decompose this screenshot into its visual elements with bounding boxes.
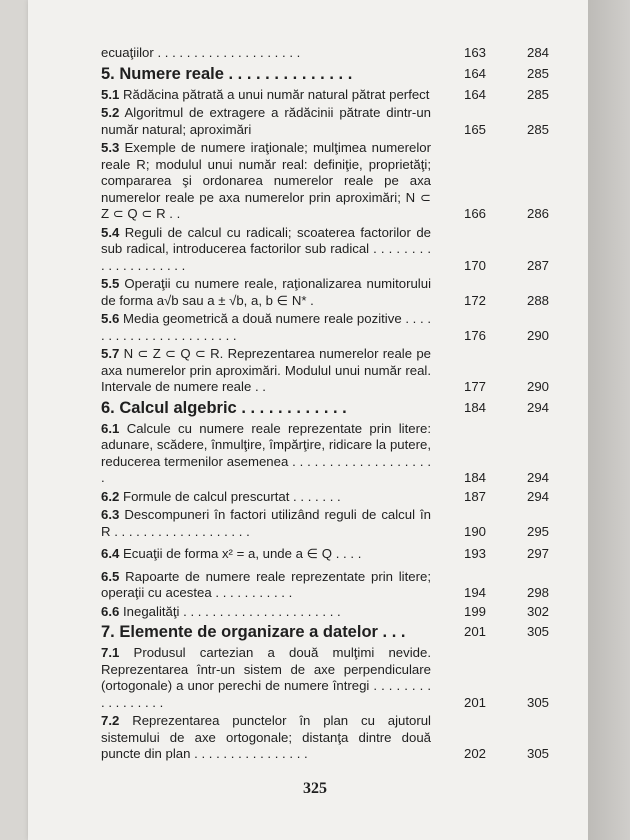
entry-title: Exemple de numere iraţionale; mulţimea numerelor reale R; modulul unui număr real: definiţie, proprietăţi; compararea şi ordonarea numerelor reale pe axa numerelor reale pe axa numerelor prin aproximări; N ⊂ Z ⊂ Q ⊂ R . . (101, 140, 431, 221)
entry-text (101, 604, 431, 621)
entry-title: Rădăcina pătrată a unui număr natural pătrat perfect (123, 86, 430, 102)
page-ref-answers: 298 (526, 585, 549, 600)
toc-entry (101, 569, 556, 602)
entry-text (101, 87, 431, 104)
entry-number: 6.1 (101, 420, 120, 436)
entry-title: Reprezentarea punctelor în plan cu ajutorul sistemului de axe ortogonale; distanţa dintre două puncte din plan . . . . . . . . . . . . . . . . (101, 713, 431, 761)
page-ref-answers: 288 (526, 292, 549, 308)
entry-number: 7. (101, 623, 115, 641)
entry-text (101, 622, 431, 642)
entry-title: Elemente de organizare a datelor . . . (119, 623, 406, 641)
entry-text (101, 346, 431, 396)
page-ref-lesson: 201 (463, 694, 486, 710)
page-ref-answers: 294 (526, 470, 549, 485)
entry-number: 5.2 (101, 105, 120, 120)
entry-title: Ecuaţii de forma x² = a, unde a ∈ Q . . . . (123, 546, 362, 561)
toc-entry (101, 276, 556, 309)
entry-number: 6.6 (101, 603, 120, 619)
entry-title: Formule de calcul prescurtat . . . . . . . (123, 488, 341, 504)
page-ref-answers: 305 (526, 746, 549, 761)
page-ref-lesson: 184 (463, 399, 486, 415)
page-ref-answers: 294 (526, 488, 549, 504)
toc-entry (101, 604, 556, 621)
toc-entry (101, 87, 556, 104)
entry-text (101, 507, 431, 540)
page-ref-answers: 305 (526, 694, 549, 710)
entry-number: 5.3 (101, 140, 120, 155)
entry-title: N ⊂ Z ⊂ Q ⊂ R. Reprezentarea numerelor reale pe axa numerelor prin aproximări. Modulul unui număr real. Intervale de numere reale . . (101, 346, 431, 394)
page-number: 325 (303, 780, 327, 797)
page-ref-answers: 305 (526, 624, 549, 639)
toc-entry (101, 225, 556, 275)
entry-title: Calcul algebric . . . . . . . . . . . . (119, 398, 347, 417)
entry-text (101, 421, 431, 487)
page-ref-answers: 285 (526, 65, 549, 81)
page-ref-lesson: 166 (463, 206, 486, 221)
entry-text (101, 645, 431, 711)
entry-text (101, 489, 431, 506)
entry-title: Rapoarte de numere reale reprezentate prin litere; operaţii cu acestea . . . . . . . . . . . (101, 568, 431, 600)
entry-text (101, 45, 431, 62)
entry-title: Descompuneri în factori utilizând reguli de calcul în R . . . . . . . . . . . . . . . . . . . (101, 507, 431, 539)
entry-title: Media geometrică a două numere reale pozitive . . . . . . . . . . . . . . . . . . . . . . . (101, 311, 432, 343)
page-ref-answers: 294 (526, 399, 549, 415)
toc-entry (101, 489, 556, 506)
page-ref-answers: 284 (526, 45, 549, 60)
chapter-entry (101, 64, 556, 84)
page-ref-lesson: 184 (463, 470, 486, 485)
entry-number: 5.1 (101, 86, 120, 102)
table-of-contents (101, 45, 556, 765)
toc-entry (101, 546, 556, 563)
entry-number: 6.2 (101, 488, 120, 504)
toc-entry (101, 45, 556, 62)
entry-text (101, 713, 431, 763)
toc-entry (101, 421, 556, 487)
entry-text (101, 140, 431, 223)
toc-entry (101, 645, 556, 711)
toc-entry (101, 311, 556, 344)
chapter-entry (101, 398, 556, 418)
entry-number: 5.7 (101, 346, 120, 361)
toc-entry (101, 713, 556, 763)
page-ref-answers: 285 (526, 86, 549, 102)
page-ref-lesson: 193 (463, 546, 486, 561)
page-ref-answers: 286 (526, 206, 549, 221)
page-ref-answers: 287 (526, 257, 549, 273)
entry-number: 6.5 (101, 568, 120, 584)
page-ref-lesson: 190 (463, 523, 486, 539)
entry-number: 5.6 (101, 311, 120, 326)
toc-entry (101, 507, 556, 540)
page-ref-answers: 290 (526, 327, 549, 343)
entry-title: ecuaţiilor . . . . . . . . . . . . . . . . . . . . (101, 45, 301, 60)
entry-text (101, 225, 431, 275)
page-ref-lesson: 164 (463, 86, 486, 102)
page-ref-lesson: 172 (463, 292, 486, 308)
entry-text (101, 569, 431, 602)
entry-text (101, 276, 431, 309)
page-ref-lesson: 165 (463, 121, 486, 137)
entry-number: 6. (101, 398, 115, 417)
page-ref-lesson: 202 (463, 746, 486, 761)
page-ref-lesson: 177 (463, 379, 486, 394)
page-ref-answers: 302 (526, 603, 549, 619)
page-ref-answers: 297 (526, 546, 549, 561)
entry-title: Produsul cartezian a două mulţimi nevide. Reprezentarea într-un sistem de axe perpendiculare (ortogonale) a unor perechi de numere întregi . . . . . . . . . . . . . . . . . (101, 645, 431, 710)
entry-number: 7.1 (101, 645, 120, 660)
entry-title: Inegalităţi . . . . . . . . . . . . . . . . . . . . . . (123, 603, 341, 619)
chapter-entry (101, 622, 556, 642)
entry-number: 6.4 (101, 546, 120, 561)
toc-entry (101, 105, 556, 138)
toc-entry (101, 140, 556, 223)
entry-number: 7.2 (101, 713, 120, 728)
page-ref-lesson: 164 (463, 65, 486, 81)
entry-number: 5. (101, 64, 115, 83)
entry-number: 5.5 (101, 276, 120, 291)
page-ref-lesson: 199 (463, 603, 486, 619)
page-ref-lesson: 170 (463, 257, 486, 273)
toc-entry (101, 346, 556, 396)
page-ref-lesson: 187 (463, 488, 486, 504)
entry-number: 6.3 (101, 507, 120, 522)
entry-text (101, 311, 431, 344)
entry-title: Numere reale . . . . . . . . . . . . . . (119, 64, 353, 83)
entry-number: 5.4 (101, 224, 120, 240)
page-ref-lesson: 163 (463, 45, 486, 60)
entry-text (101, 546, 431, 563)
entry-text (101, 64, 431, 84)
page-ref-lesson: 194 (463, 585, 486, 600)
page-ref-answers: 290 (526, 379, 549, 394)
page-ref-lesson: 176 (463, 327, 486, 343)
page-edge (588, 0, 630, 840)
entry-title: Reguli de calcul cu radicali; scoaterea factorilor de sub radical, introducerea factorilor sub radical . . . . . . . . . . . . . . . . . . . . (101, 224, 431, 273)
entry-title: Operaţii cu numere reale, raţionalizarea numitorului de forma a√b sau a ± √b, a, b ∈ N* . (101, 276, 431, 308)
page-ref-answers: 295 (526, 523, 549, 539)
page-ref-lesson: 201 (463, 624, 486, 639)
entry-text (101, 398, 431, 418)
entry-title: Algoritmul de extragere a rădăcinii pătrate dintr-un număr natural; aproximări (101, 105, 431, 137)
page-ref-answers: 285 (526, 121, 549, 137)
entry-text (101, 105, 431, 138)
entry-title: Calcule cu numere reale reprezentate prin litere: adunare, scădere, înmulţire, împărţire, ridicare la putere, reducerea termenilor asemenea . . . . . . . . . . . . . . . . . . . . (101, 420, 431, 485)
